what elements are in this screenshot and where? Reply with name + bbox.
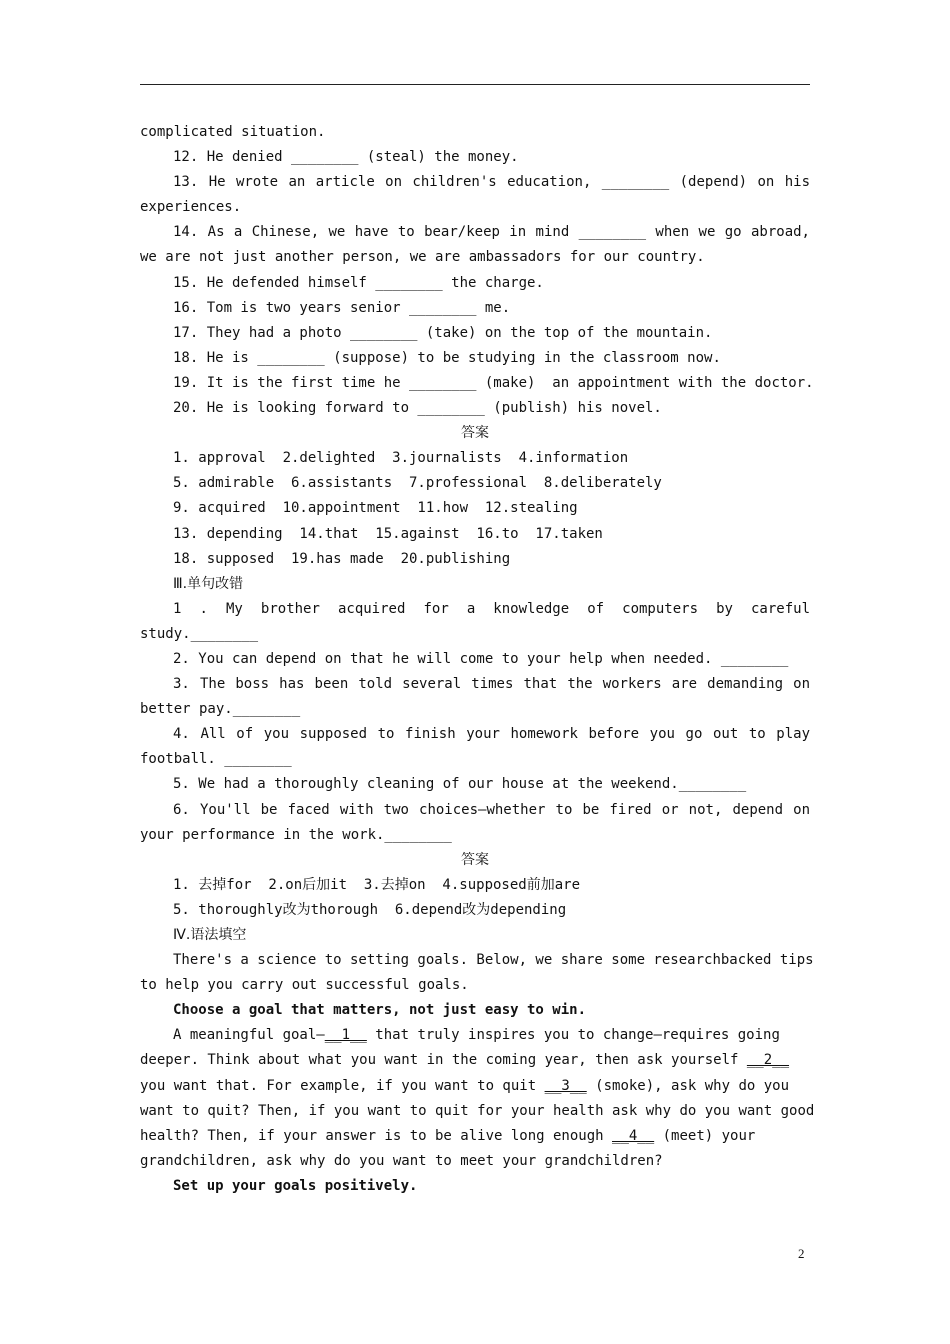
page-number: 2: [798, 1246, 805, 1261]
exercise-item: 4. All of you supposed to finish your homework before you go out to play: [173, 726, 810, 743]
passage-line: to help you carry out successful goals.: [140, 977, 469, 994]
text-line: better pay.________: [140, 701, 301, 718]
document-body: [140, 120, 815, 1199]
exercise-item: 13. He wrote an article on children's education, ________ (depend) on his: [173, 174, 810, 191]
blank-3: __3__: [544, 1077, 587, 1094]
blank-4: __4__: [612, 1127, 655, 1144]
answer-heading: 答案: [461, 851, 489, 868]
answer-line: 13. depending 14.that 15.against 16.to 17.taken: [173, 525, 603, 542]
answer-line: 9. acquired 10.appointment 11.how 12.stealing: [173, 500, 578, 517]
passage-line: grandchildren, ask why do you want to meet your grandchildren?: [140, 1152, 663, 1169]
exercise-item: 6. You'll be faced with two choices—whether to be fired or not, depend on: [173, 801, 810, 818]
passage-line: There's a science to setting goals. Below, we share some researchbacked tips: [173, 952, 814, 969]
passage-line: want to quit? Then, if you want to quit for your health ask why do you want good: [140, 1102, 815, 1119]
exercise-item: 5. We had a thoroughly cleaning of our house at the weekend.________: [173, 776, 747, 793]
passage-subheading: Set up your goals positively.: [173, 1177, 418, 1194]
exercise-item: 15. He defended himself ________ the charge.: [173, 274, 544, 291]
passage-line: [140, 1074, 810, 1099]
answer-line: 18. supposed 19.has made 20.publishing: [173, 550, 511, 567]
text-line: your performance in the work.________: [140, 826, 452, 843]
passage-line: [140, 1048, 810, 1073]
passage-text: deeper. Think about what you want in the coming year, then ask yourself: [140, 1052, 747, 1069]
text-line: we are not just another person, we are ambassadors for our country.: [140, 249, 705, 266]
text-line: study.________: [140, 625, 259, 642]
passage-line: [140, 1023, 810, 1048]
blank-2: __2__: [746, 1052, 790, 1069]
passage-line: [140, 1124, 810, 1149]
answer-line: 1. 去掉for 2.on后加it 3.去掉on 4.supposed前加are: [173, 876, 581, 893]
answer-line: 5. admirable 6.assistants 7.professional 8.deliberately: [173, 475, 662, 492]
exercise-item: 20. He is looking forward to ________ (publish) his novel.: [173, 400, 662, 417]
passage-text: health? Then, if your answer is to be alive long enough: [140, 1127, 613, 1144]
passage-subheading: Choose a goal that matters, not just easy to win.: [173, 1002, 587, 1019]
exercise-item: 18. He is ________ (suppose) to be studying in the classroom now.: [173, 349, 721, 366]
exercise-item: 12. He denied ________ (steal) the money.: [173, 149, 519, 166]
section-heading: Ⅳ.语法填空: [173, 927, 247, 943]
passage-text: (meet) your: [654, 1127, 756, 1144]
text-line: complicated situation.: [140, 124, 326, 140]
answer-line: 1. approval 2.delighted 3.journalists 4.information: [173, 450, 629, 467]
exercise-item: 2. You can depend on that he will come to your help when needed. ________: [173, 650, 789, 667]
exercise-item: 16. Tom is two years senior ________ me.: [173, 299, 511, 316]
passage-text: you want that. For example, if you want to quit: [140, 1077, 545, 1094]
section-heading: Ⅲ.单句改错: [173, 575, 244, 592]
text-line: football. ________: [140, 751, 292, 768]
exercise-item: 14. As a Chinese, we have to bear/keep in mind ________ when we go abroad,: [173, 224, 810, 241]
blank-1: __1__: [324, 1027, 367, 1044]
text-line: experiences.: [140, 199, 242, 216]
exercise-item: 19. It is the first time he ________ (make) an appointment with the doctor.: [173, 374, 814, 391]
header-rule: [140, 84, 810, 85]
answer-line: 5. thoroughly改为thorough 6.depend改为depending: [173, 901, 567, 918]
passage-text: that truly inspires you to change—requires going: [366, 1027, 780, 1044]
answer-heading: 答案: [461, 425, 489, 442]
exercise-item: 17. They had a photo ________ (take) on the top of the mountain.: [173, 324, 713, 341]
passage-text: (smoke), ask why do you: [586, 1077, 790, 1094]
exercise-item: 3. The boss has been told several times that the workers are demanding on: [173, 676, 810, 693]
exercise-item: 1 . My brother acquired for a knowledge of computers by careful: [173, 600, 810, 617]
passage-text: A meaningful goal—: [173, 1027, 325, 1044]
